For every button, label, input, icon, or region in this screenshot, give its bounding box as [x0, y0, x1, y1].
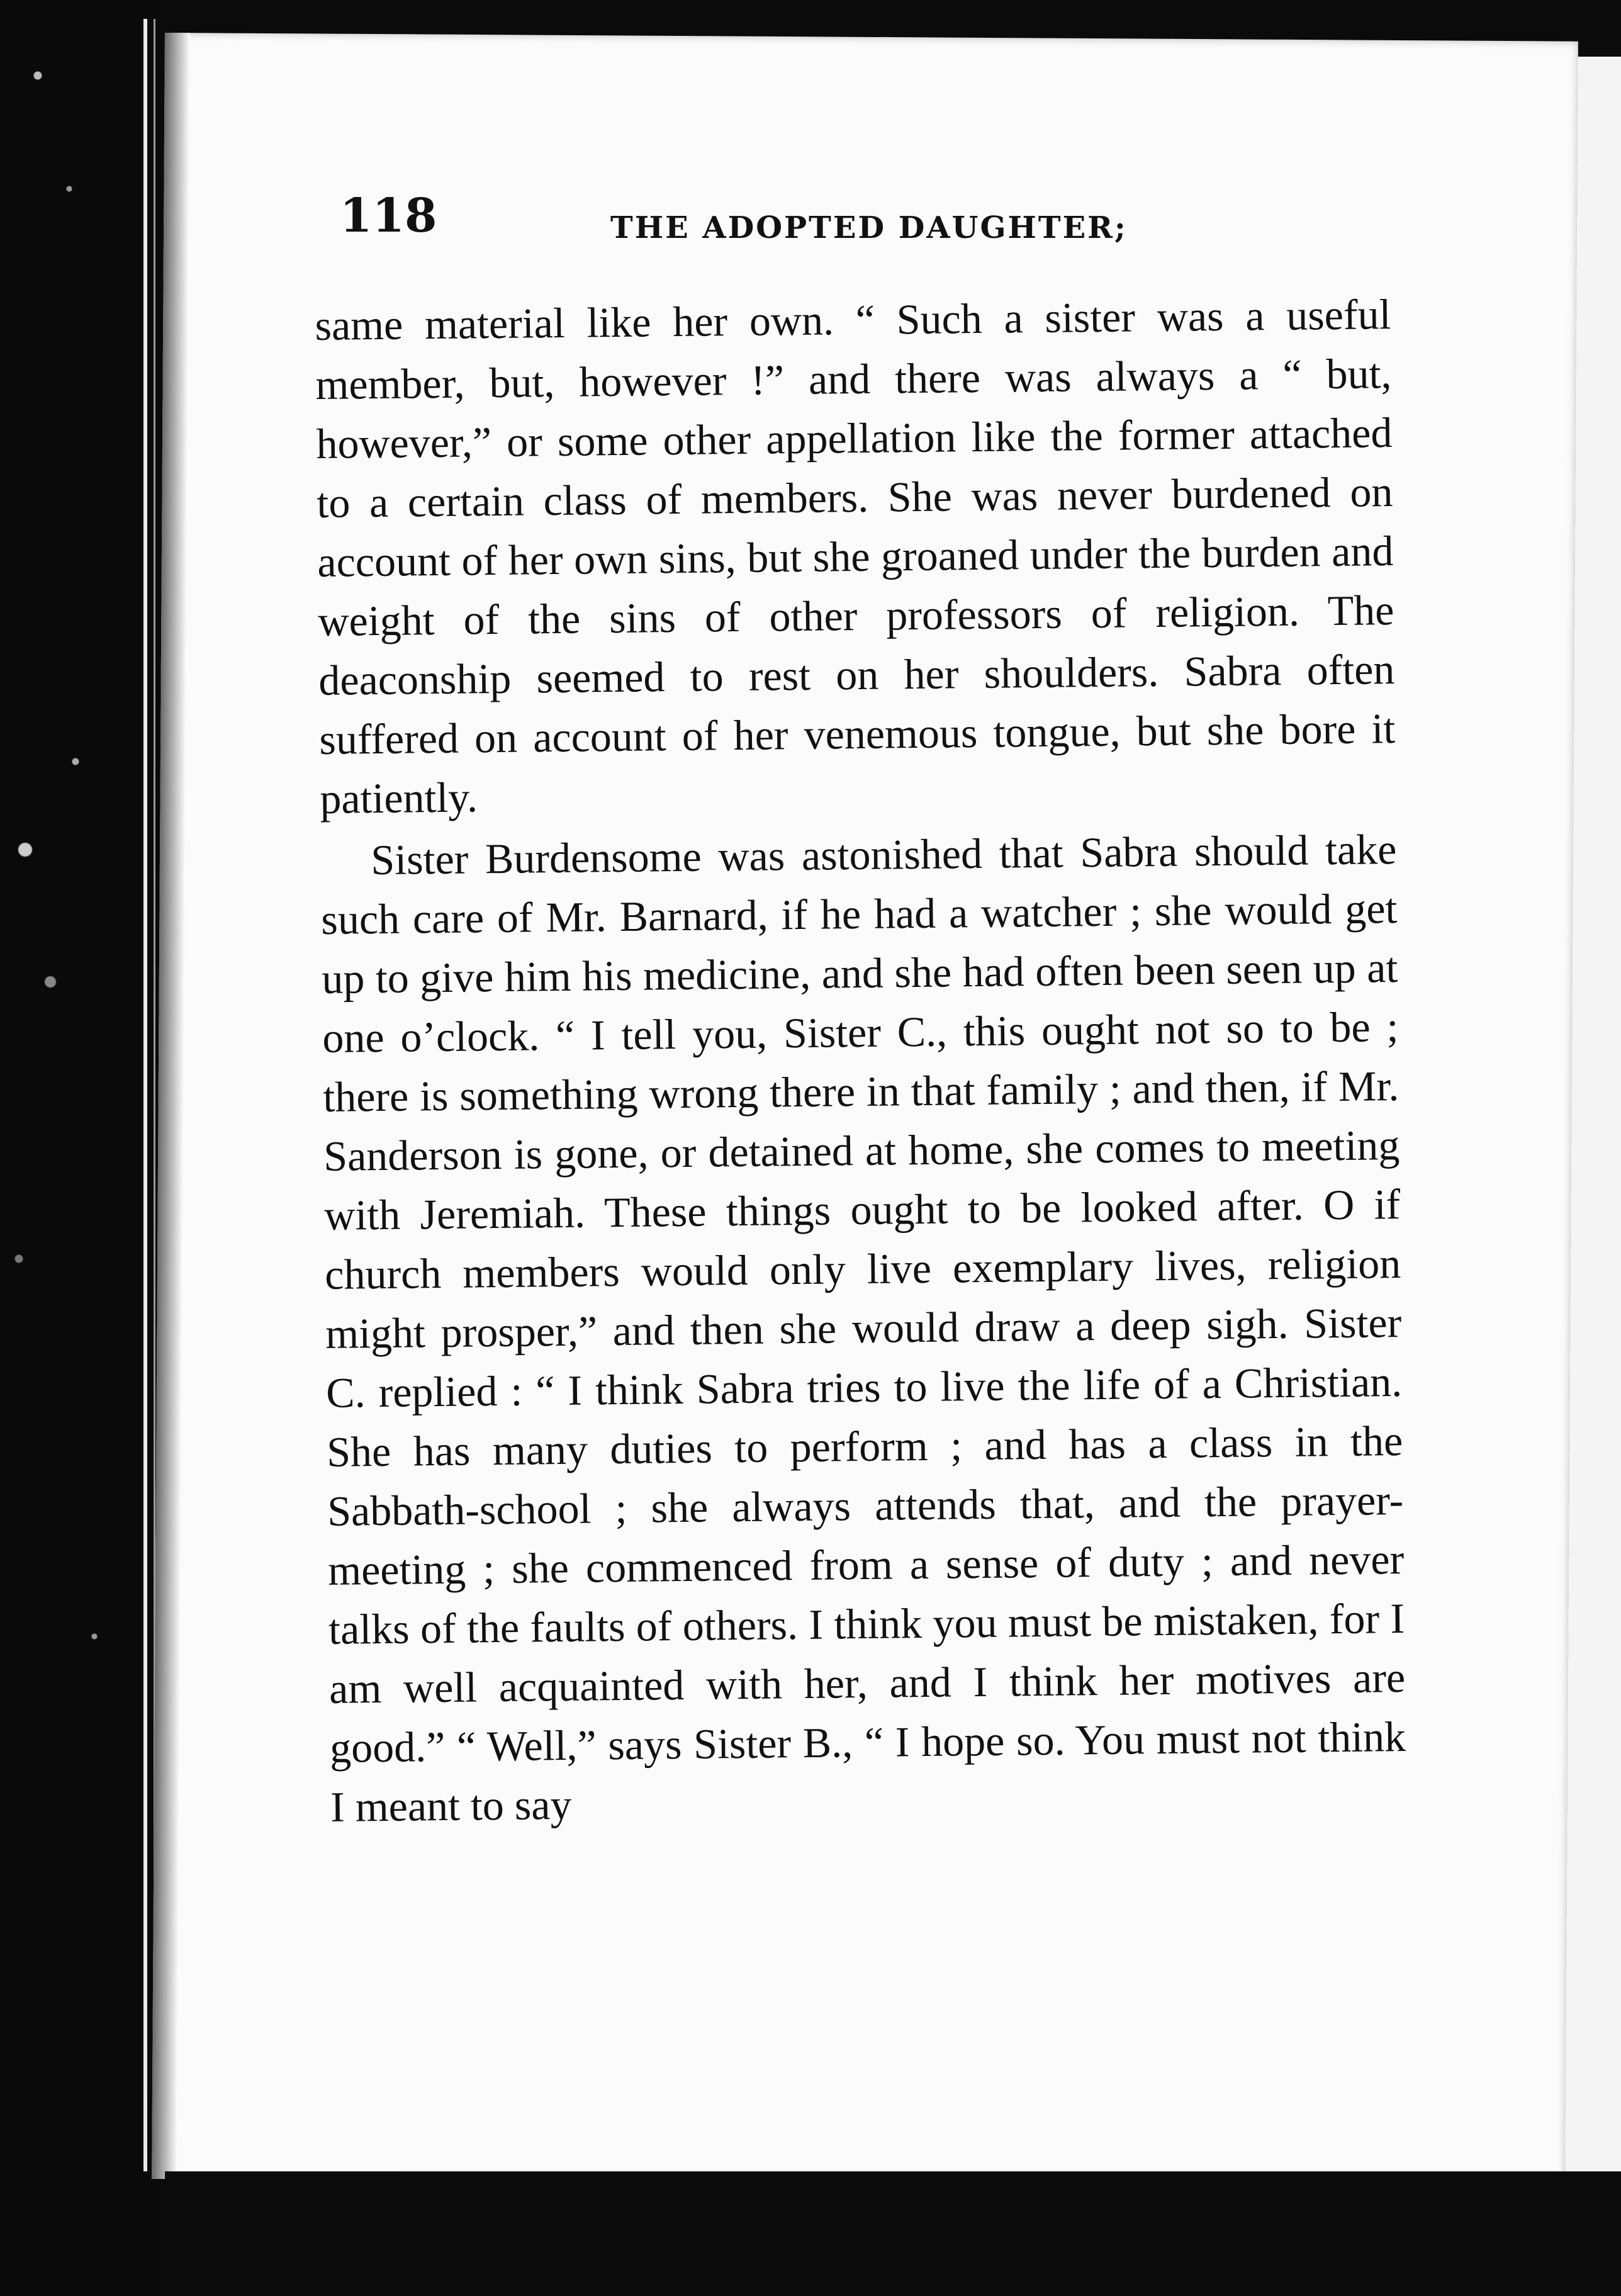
body-text — [315, 284, 1407, 1837]
paragraph-continued: same material like her own. “ Such a sister was a useful member, but, however !” and there was always a “ but, however,” or some other appellation like the former attached to a certain class of members. She was never burdened on account of her own sins, but she groaned under the burden and weight of the sins of other professors of religion. The deaconship seemed to rest on her shoulders. Sabra often suffered on account of her venemous tongue, but she bore it patiently. — [315, 290, 1396, 823]
running-head: THE ADOPTED DAUGHTER; — [610, 210, 1128, 245]
page-header — [340, 189, 1447, 258]
bottom-dark-margin — [165, 2171, 1621, 2296]
binding-edge-line — [143, 19, 147, 2171]
page-gutter-shadow — [152, 33, 190, 2179]
paragraph: Sister Burdensome was astonished that Sabra should take such care of Mr. Barnard, if he had a watcher ; she would get up to give him his medicine, and she had often been seen up at one o’clock. “ I tell you, Sister C., this ought not so to be ; there is something wrong there in that family ; and then, if Mr. Sanderson is gone, or detained at home, she comes to meeting with Jeremiah. These things ought to be looked after. O if church members would only live exemplary lives, religion might prosper,” and then she would draw a deep sigh. Sister C. replied : “ I think Sabra tries to live the life of a Christian. She has many duties to perform ; and has a class in the Sabbath-school ; she always attends that, and the prayer-meeting ; she commenced from a sense of duty ; and never talks of the faults of others. I think you must be mistaken, for I am well acquainted with her, and I think her motives are good.” “ Well,” says Sister B., “ I hope so. You must not think I meant to say — [320, 825, 1406, 1831]
book-binding-margin — [0, 0, 157, 2296]
page-number: 118 — [340, 189, 437, 243]
